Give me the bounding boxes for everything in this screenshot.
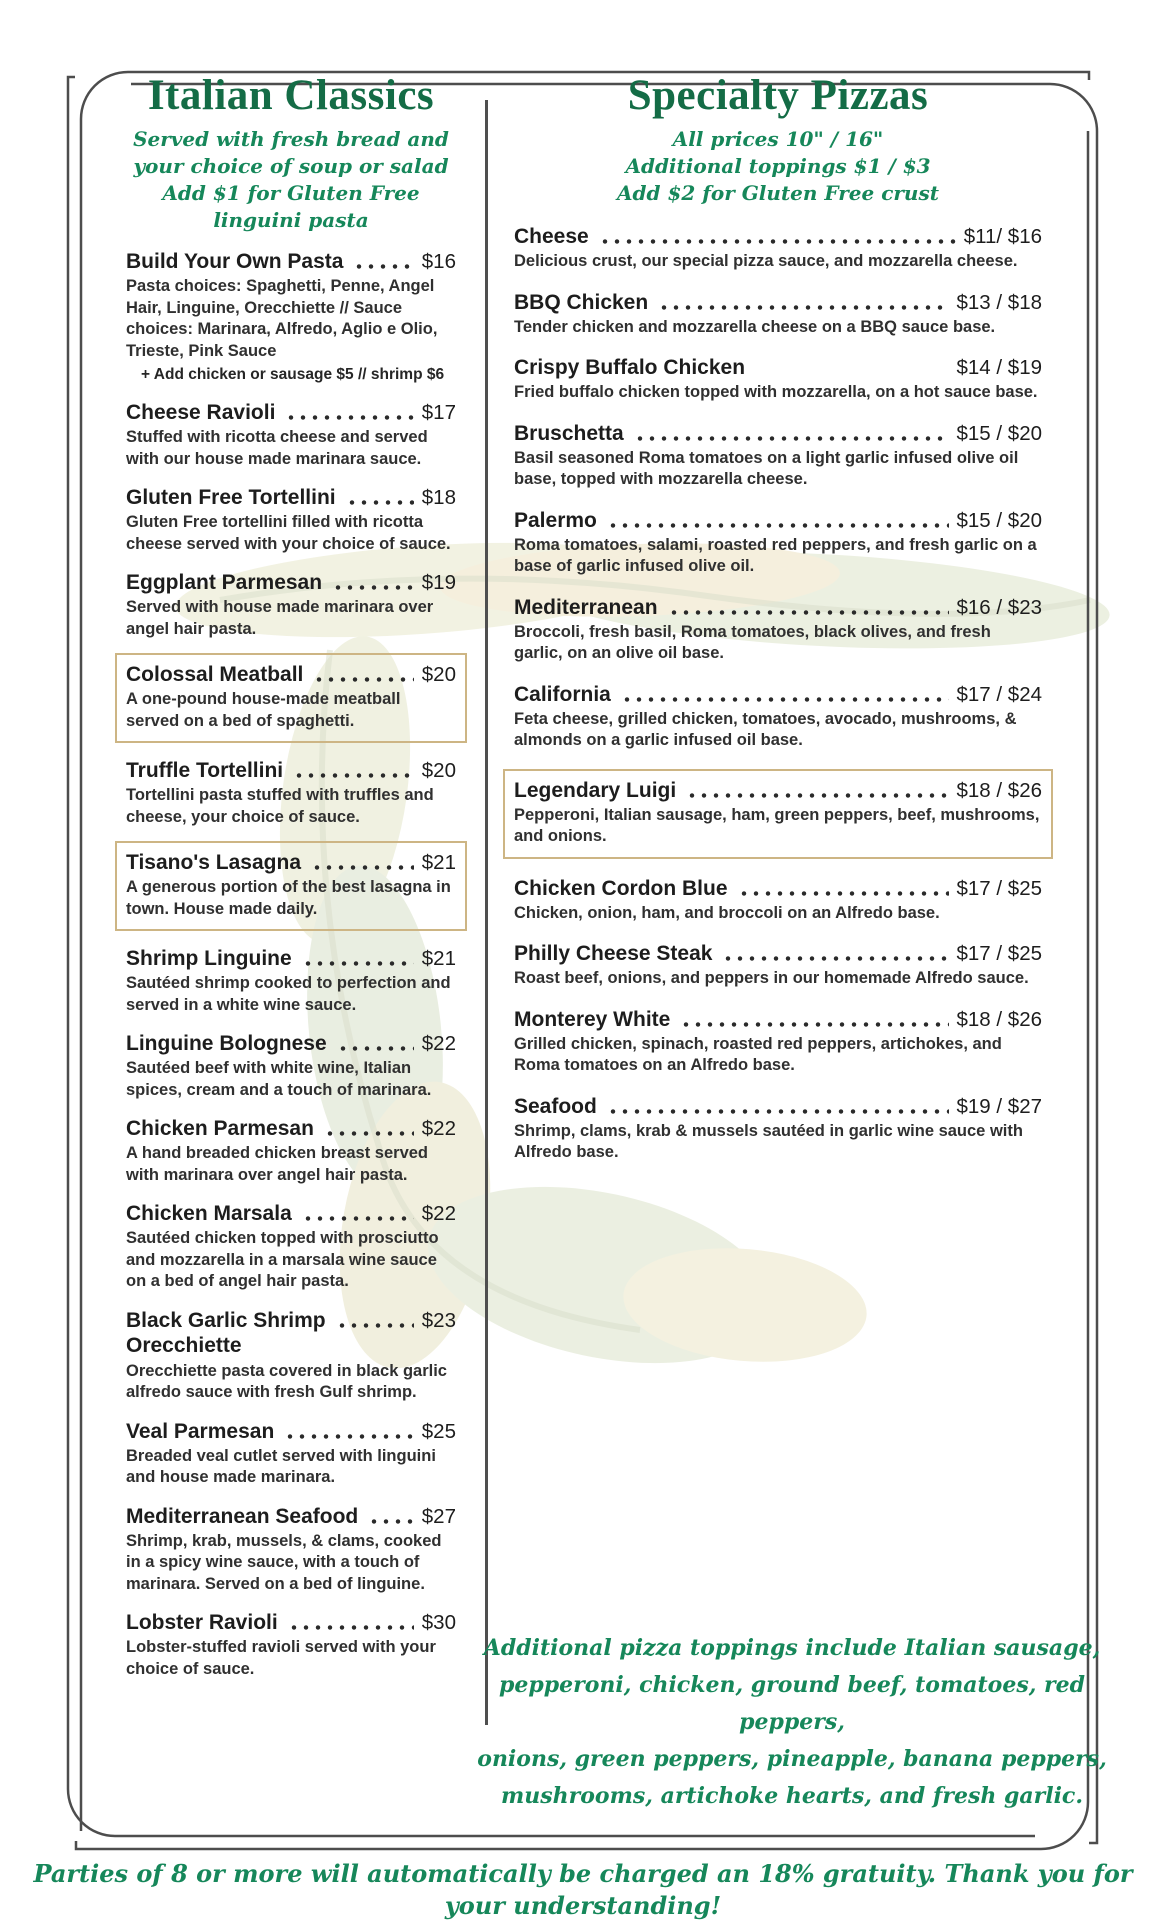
item-price: $30 (421, 1611, 456, 1634)
menu-item-row (126, 850, 456, 875)
dotted-leader (686, 793, 948, 798)
menu-item (126, 946, 456, 1016)
item-price: $17 / $24 (956, 682, 1042, 706)
dotted-leader (336, 1323, 414, 1328)
item-price: $14 / $19 (956, 356, 1042, 379)
item-description: Sautéed chicken topped with prosciutto and mozzarella in a marsala wine sauce on a bed of angel hair pasta. (126, 1229, 439, 1290)
menu-item (115, 653, 467, 743)
dotted-leader (353, 264, 413, 269)
item-description: Broccoli, fresh basil, Roma tomatoes, black olives, and fresh garlic, on an olive oil base. (514, 622, 991, 662)
item-description: Pepperoni, Italian sausage, ham, green peppers, beef, mushrooms, and onions. (514, 805, 1040, 845)
item-description: Shrimp, clams, krab & mussels sautéed in garlic wine sauce with Alfredo base. (514, 1121, 1023, 1161)
item-name: Linguine Bolognese (126, 1032, 327, 1055)
dotted-leader (634, 436, 949, 441)
menu-item (514, 224, 1042, 273)
specialty-pizzas-title: Specialty Pizzas (627, 72, 929, 119)
toppings-note-line: onions, green peppers, pineapple, banana peppers, (477, 1746, 1107, 1772)
menu-item-row (126, 1419, 456, 1444)
item-name: Lobster Ravioli (126, 1611, 278, 1634)
menu-item (126, 485, 456, 555)
item-name: Black Garlic Shrimp (126, 1308, 326, 1332)
item-name: Veal Parmesan (126, 1419, 275, 1443)
item-description: Breaded veal cutlet served with linguini and house made marinara. (126, 1446, 436, 1486)
item-price: $17 / $25 (956, 942, 1042, 965)
menu-item (126, 249, 456, 385)
menu-item-row (514, 1094, 1042, 1119)
dotted-leader (680, 1022, 948, 1027)
subtitle-line: Add $1 for Gluten Free linguini pasta (162, 181, 420, 232)
menu-item (126, 1201, 456, 1293)
item-price: $15 / $20 (956, 421, 1042, 445)
item-description: Stuffed with ricotta cheese and served with our house made marinara sauce. (126, 428, 428, 468)
menu-item-row (514, 224, 1042, 249)
menu-item-row (514, 876, 1042, 901)
item-note: + Add chicken or sausage $5 // shrimp $6 (141, 366, 445, 383)
item-description: Roma tomatoes, salami, roasted red peppers, and fresh garlic on a base of garlic infused olive oil. (514, 535, 1037, 575)
subtitle-line: Add $2 for Gluten Free crust (617, 181, 939, 205)
dotted-leader (738, 891, 949, 896)
dotted-leader (658, 305, 948, 310)
subtitle-line: Additional toppings $1 / $3 (625, 154, 931, 178)
item-name-line2: Orecchiette (126, 1333, 242, 1357)
menu-item-row (514, 941, 1042, 966)
item-name: BBQ Chicken (514, 290, 649, 314)
menu-item (115, 841, 467, 931)
dotted-leader (311, 865, 414, 870)
menu-item-row (126, 1201, 456, 1226)
menu-item (126, 570, 456, 640)
toppings-note-line: pepperoni, chicken, ground beef, tomatoes, red peppers, (498, 1672, 1085, 1735)
item-name: Palermo (514, 508, 597, 532)
dotted-leader (346, 500, 414, 505)
item-price: $11/ $16 (963, 225, 1042, 248)
toppings-note-line: mushrooms, artichoke hearts, and fresh garlic. (501, 1783, 1083, 1809)
item-description: Sautéed shrimp cooked to perfection and served in a white wine sauce. (126, 974, 451, 1014)
item-price: $13 / $18 (956, 290, 1042, 314)
item-description: A generous portion of the best lasagna in town. House made daily. (126, 878, 451, 918)
item-description: A one-pound house-made meatball served on a bed of spaghetti. (126, 690, 401, 730)
item-description: Orecchiette pasta covered in black garlic alfredo sauce with fresh Gulf shrimp. (126, 1361, 447, 1401)
item-name: Tisano's Lasagna (126, 851, 302, 874)
menu-item (514, 1007, 1042, 1077)
item-price: $18 / $26 (956, 1007, 1042, 1031)
specialty-pizzas-section (514, 70, 1042, 1164)
dotted-leader (284, 1434, 414, 1439)
menu-item (126, 1610, 456, 1680)
menu-item (503, 769, 1053, 859)
item-price: $19 / $27 (956, 1094, 1042, 1118)
menu-item-row (514, 682, 1042, 707)
menu-item-row (514, 778, 1042, 803)
item-name: Truffle Tortellini (126, 759, 284, 782)
item-price: $21 (421, 947, 456, 970)
item-price: $23 (421, 1308, 456, 1332)
menu-item-row (514, 508, 1042, 533)
item-description: Tender chicken and mozzarella cheese on a BBQ sauce base. (514, 317, 996, 336)
dotted-leader (288, 1625, 414, 1630)
item-name: Colossal Meatball (126, 663, 304, 686)
item-name: Seafood (514, 1094, 597, 1118)
item-name: Crispy Buffalo Chicken (514, 356, 746, 379)
menu-item-row (126, 662, 456, 687)
menu-item (514, 941, 1042, 990)
toppings-note-line: Additional pizza toppings include Italian sausage, (483, 1635, 1101, 1661)
subtitle-line: All prices 10" / 16" (672, 127, 884, 151)
item-name: Eggplant Parmesan (126, 571, 323, 594)
item-name: Cheese (514, 225, 589, 248)
menu-item (514, 876, 1042, 925)
menu-item-row (514, 1007, 1042, 1032)
dotted-leader (368, 1519, 414, 1524)
menu-item-row (126, 485, 456, 510)
dotted-leader (668, 610, 949, 615)
item-name: Bruschetta (514, 421, 624, 445)
item-description: Tortellini pasta stuffed with truffles and cheese, your choice of sauce. (126, 786, 434, 826)
item-name: Mediterranean Seafood (126, 1504, 359, 1528)
column-divider (485, 100, 488, 1725)
menu-item-row (126, 400, 456, 425)
item-name: Legendary Luigi (514, 778, 677, 802)
menu-item-row (126, 249, 456, 274)
dotted-leader (722, 956, 948, 961)
item-price: $17 (421, 401, 456, 424)
item-price: $19 (421, 571, 456, 594)
menu-item (514, 421, 1042, 491)
additional-toppings-note (462, 1630, 1122, 1815)
item-price: $15 / $20 (956, 508, 1042, 532)
item-description: Roast beef, onions, and peppers in our homemade Alfredo sauce. (514, 969, 1029, 987)
menu-item-row (126, 1308, 456, 1333)
subtitle-line: Served with fresh bread and your choice of soup or salad (133, 127, 449, 178)
item-name: Gluten Free Tortellini (126, 486, 336, 509)
item-name: Cheese Ravioli (126, 401, 276, 424)
menu-item (514, 1094, 1042, 1164)
italian-classics-subtitle (126, 126, 456, 234)
italian-classics-section (126, 70, 456, 1680)
item-description: Feta cheese, grilled chicken, tomatoes, avocado, mushrooms, & almonds on a garlic infused oil base. (514, 709, 1017, 749)
menu-item (126, 1308, 456, 1404)
menu-item (126, 758, 456, 828)
menu-item-row (126, 758, 456, 783)
menu-item-row (514, 355, 1042, 380)
menu-item-row (514, 595, 1042, 620)
dotted-leader (607, 523, 949, 528)
italian-classics-items (126, 249, 456, 1680)
item-name: Chicken Marsala (126, 1202, 292, 1225)
item-price: $20 (421, 663, 456, 686)
item-name: California (514, 682, 611, 706)
italian-classics-title: Italian Classics (147, 72, 435, 119)
item-description: Pasta choices: Spaghetti, Penne, Angel Hair, Linguine, Orecchiette // Sauce choices: Marinara, Alfredo, Aglio e Olio, Trieste, Pink Sauce (126, 277, 438, 360)
menu-item (126, 1504, 456, 1596)
item-price: $18 (421, 486, 456, 509)
menu-item-row (126, 1116, 456, 1141)
menu-item (514, 355, 1042, 404)
menu-item-row (126, 1610, 456, 1635)
item-price: $22 (421, 1032, 456, 1055)
dotted-leader (599, 239, 956, 244)
item-description: Lobster-stuffed ravioli served with your choice of sauce. (126, 1638, 436, 1678)
item-description: Fried buffalo chicken topped with mozzarella, on a hot sauce base. (514, 383, 1038, 401)
dotted-leader (293, 773, 414, 778)
item-price: $16 (421, 250, 456, 273)
menu-item-row (126, 1031, 456, 1056)
specialty-pizzas-items (514, 224, 1042, 1164)
menu-item-row (126, 946, 456, 971)
item-name: Monterey White (514, 1007, 671, 1031)
menu-item-row (126, 1504, 456, 1529)
item-name: Build Your Own Pasta (126, 250, 344, 273)
specialty-pizzas-subtitle (514, 126, 1042, 207)
menu-item (126, 1419, 456, 1489)
item-description: Sautéed beef with white wine, Italian spices, cream and a touch of marinara. (126, 1059, 432, 1099)
item-price: $20 (421, 759, 456, 782)
menu-item (514, 508, 1042, 578)
dotted-leader (324, 1131, 414, 1136)
item-price: $17 / $25 (956, 876, 1042, 900)
menu-item-row (514, 421, 1042, 446)
item-price: $16 / $23 (956, 595, 1042, 619)
dotted-leader (621, 697, 949, 702)
menu-item (514, 595, 1042, 665)
dotted-leader (302, 961, 414, 966)
item-name: Mediterranean (514, 595, 658, 619)
item-price: $22 (421, 1202, 456, 1225)
menu-item (514, 682, 1042, 752)
item-description: Gluten Free tortellini filled with ricotta cheese served with your choice of sauce. (126, 513, 451, 553)
menu-item (126, 1116, 456, 1186)
menu-item (126, 400, 456, 470)
dotted-leader (285, 415, 413, 420)
item-name: Shrimp Linguine (126, 947, 292, 970)
item-description: Served with house made marinara over angel hair pasta. (126, 598, 434, 638)
item-description: Shrimp, krab, mussels, & clams, cooked in a spicy wine sauce, with a touch of marinara. Served on a bed of linguine. (126, 1531, 442, 1593)
item-price: $21 (421, 851, 456, 874)
item-price: $27 (421, 1504, 456, 1528)
item-description: Delicious crust, our special pizza sauce, and mozzarella cheese. (514, 252, 1018, 270)
item-description: Chicken, onion, ham, and broccoli on an Alfredo base. (514, 903, 940, 922)
menu-item (514, 290, 1042, 339)
dotted-leader (337, 1046, 414, 1051)
gratuity-footer-note: Parties of 8 or more will automatically be charged an 18% gratuity. Thank you for your understanding! (33, 1859, 1133, 1920)
item-name: Philly Cheese Steak (514, 942, 713, 965)
dotted-leader (302, 1216, 414, 1221)
item-description: Grilled chicken, spinach, roasted red peppers, artichokes, and Roma tomatoes on an Alfredo base. (514, 1034, 1002, 1074)
menu-item (126, 1031, 456, 1101)
dotted-leader (332, 585, 414, 590)
dotted-leader (313, 677, 413, 682)
item-name: Chicken Cordon Blue (514, 876, 728, 900)
item-name: Chicken Parmesan (126, 1117, 314, 1140)
item-price: $22 (421, 1117, 456, 1140)
menu-item-row (126, 570, 456, 595)
item-description: A hand breaded chicken breast served with marinara over angel hair pasta. (126, 1144, 429, 1184)
dotted-leader (755, 370, 948, 375)
item-price: $25 (421, 1419, 456, 1443)
item-price: $18 / $26 (956, 778, 1042, 802)
menu-item-row (514, 290, 1042, 315)
dotted-leader (607, 1109, 949, 1114)
item-description: Basil seasoned Roma tomatoes on a light garlic infused olive oil base, topped with mozzarella cheese. (514, 448, 1019, 488)
